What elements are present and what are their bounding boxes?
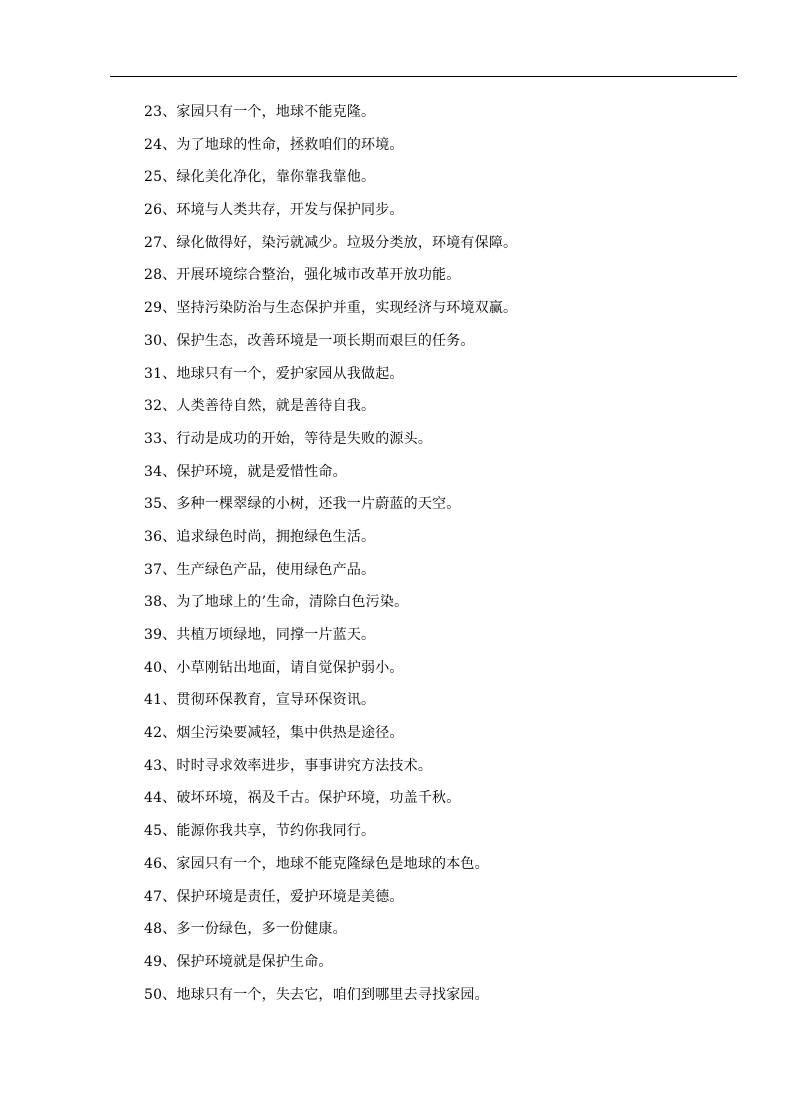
list-item: 26、环境与人类共存，开发与保护同步。 — [144, 202, 404, 219]
list-item: 28、开展环境综合整治，强化城市改革开放功能。 — [144, 267, 461, 284]
list-item: 29、坚持污染防治与生态保护并重，实现经济与环境双赢。 — [144, 300, 518, 317]
header-rule — [110, 76, 737, 77]
list-item: 31、地球只有一个，爱护家园从我做起。 — [144, 365, 404, 382]
list-item: 42、烟尘污染要减轻，集中供热是途径。 — [144, 725, 404, 742]
list-item: 30、保护生态，改善环境是一项长期而艰巨的任务。 — [144, 332, 475, 349]
list-item: 34、保护环境，就是爱惜性命。 — [144, 463, 347, 480]
list-item: 50、地球只有一个，失去它，咱们到哪里去寻找家园。 — [144, 986, 489, 1003]
list-item: 36、追求绿色时尚，拥抱绿色生活。 — [144, 528, 376, 545]
list-item: 23、家园只有一个，地球不能克隆。 — [144, 104, 376, 120]
list-item: 48、多一份绿色，多一份健康。 — [144, 921, 347, 938]
list-item: 24、为了地球的性命，拯救咱们的环境。 — [144, 136, 404, 153]
list-item: 38、为了地球上的’生命，清除白色污染。 — [144, 594, 409, 611]
slogan-list — [144, 96, 744, 1011]
list-item: 49、保护环境就是保护生命。 — [144, 953, 333, 970]
list-item: 46、家园只有一个，地球不能克隆绿色是地球的本色。 — [144, 855, 489, 872]
list-item: 40、小草刚钻出地面，请自觉保护弱小。 — [144, 659, 404, 676]
list-item: 32、人类善待自然，就是善待自我。 — [144, 398, 376, 415]
list-item: 33、行动是成功的开始，等待是失败的源头。 — [144, 430, 433, 447]
list-item: 39、共植万顷绿地，同撑一片蓝天。 — [144, 627, 376, 643]
list-item: 43、时时寻求效率进步，事事讲究方法技术。 — [144, 757, 433, 774]
list-item: 45、能源你我共享，节约你我同行。 — [144, 823, 376, 840]
list-item: 44、破坏环境，祸及千古。保护环境，功盖千秋。 — [144, 790, 461, 807]
list-item: 47、保护环境是责任，爱护环境是美德。 — [144, 888, 404, 905]
list-item: 37、生产绿色产品，使用绿色产品。 — [144, 561, 376, 578]
list-item: 27、绿化做得好，染污就减少。垃圾分类放，环境有保障。 — [144, 234, 518, 251]
list-item: 35、多种一棵翠绿的小树，还我一片蔚蓝的天空。 — [144, 496, 461, 513]
list-item: 25、绿化美化净化，靠你靠我靠他。 — [144, 169, 376, 186]
list-item: 41、贯彻环保教育，宣导环保资讯。 — [144, 692, 376, 709]
